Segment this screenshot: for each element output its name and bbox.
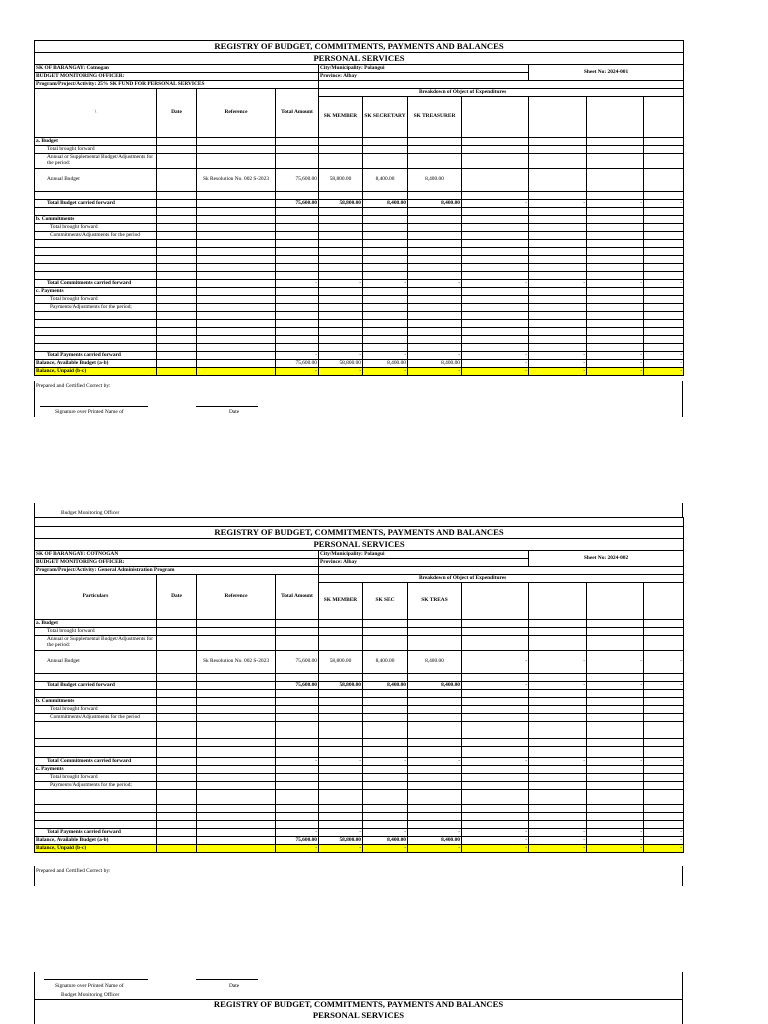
dash: - — [462, 651, 529, 674]
signature-caption: Signature over Printed Name of — [55, 983, 124, 989]
section-budget: a. Budget — [35, 620, 157, 628]
dash: - — [529, 682, 587, 690]
dash: - — [587, 352, 644, 360]
commit-adjustments: Commitments/Adjustments for the period — [35, 232, 157, 240]
dash: - — [644, 200, 684, 208]
dash: - — [529, 280, 587, 288]
dash: - — [587, 280, 644, 288]
commit-brought-forward: Total brought forward — [35, 224, 157, 232]
dash: - — [276, 758, 319, 766]
registry-subtitle: PERSONAL SERVICES — [35, 53, 684, 65]
dash: - — [408, 845, 462, 853]
section-budget: a. Budget — [35, 138, 157, 146]
col-particulars: Particulars — [35, 575, 157, 620]
annual-member: 58,800.00 — [319, 651, 363, 674]
dash: - — [587, 845, 644, 853]
dash: - — [529, 200, 587, 208]
dash: - — [462, 368, 529, 376]
city-label: City/Municipality: Polangui — [319, 65, 529, 73]
section-payments: c. Payments — [35, 766, 157, 774]
dash: - — [462, 682, 529, 690]
dash: - — [529, 758, 587, 766]
sheet-number: Sheet No: 2024-002 — [529, 551, 684, 567]
annual-treasurer: 8,400.00 — [408, 169, 462, 192]
registry-table-2 — [34, 517, 684, 853]
commit-adjustments: Commitments/Adjustments for the period — [35, 714, 157, 722]
prepared-by: Prepared and Certified Correct by: — [36, 868, 111, 874]
dash: - — [276, 829, 319, 837]
dash: - — [319, 280, 363, 288]
registry-sheet-1 — [34, 40, 683, 376]
col-sk-member: SK MEMBER — [319, 97, 363, 138]
total-commitments-cf: Total Commitments carried forward — [35, 280, 157, 288]
annual-budget: Annual Budget — [35, 651, 157, 674]
dash: - — [587, 682, 644, 690]
dash: - — [644, 352, 684, 360]
border-left — [34, 381, 35, 417]
annual-secretary: 8,400.00 — [363, 169, 408, 192]
col-date: Date — [157, 89, 197, 138]
dash: - — [462, 200, 529, 208]
dash: - — [276, 352, 319, 360]
annual-member: 58,800.00 — [319, 169, 363, 192]
city-label: City/Municipality: Polangui — [319, 551, 529, 559]
dash: - — [363, 758, 408, 766]
total-commitments-cf: Total Commitments carried forward — [35, 758, 157, 766]
registry-subtitle: PERSONAL SERVICES — [35, 539, 684, 551]
dash: - — [319, 845, 363, 853]
balance-unpaid: Balance, Unpaid (b-c) — [35, 368, 157, 376]
border-left — [34, 866, 35, 886]
section-payments: c. Payments — [35, 288, 157, 296]
dash: - — [644, 845, 684, 853]
dash: - — [529, 837, 587, 845]
total-payments-cf: Total Payments carried forward — [35, 352, 157, 360]
ba-secretary: 8,400.00 — [363, 837, 408, 845]
dash: - — [363, 368, 408, 376]
dash: - — [319, 829, 363, 837]
breakdown-header: Breakdown of Object of Expenditures — [319, 89, 684, 97]
dash: - — [529, 368, 587, 376]
col-particulars: \ — [35, 89, 157, 138]
registry-sheet-2 — [34, 517, 683, 853]
dash: - — [408, 758, 462, 766]
annual-supplemental: Annual or Supplemental Budget/Adjustments for the period: — [35, 636, 157, 651]
dash: - — [363, 352, 408, 360]
dash: - — [644, 280, 684, 288]
program-label: Program/Project/Activity: 25% SK FUND FOR PERSONAL SERVICES — [35, 81, 319, 89]
dash: - — [408, 280, 462, 288]
dash: - — [408, 352, 462, 360]
date-caption: Date — [229, 409, 240, 415]
balance-unpaid: Balance, Unpaid (b-c) — [35, 845, 157, 853]
dash: - — [529, 651, 587, 674]
tb-treasurer: 8,400.00 — [408, 200, 462, 208]
dash: - — [276, 845, 319, 853]
province-label: Province: Albay — [319, 73, 529, 81]
dash: - — [462, 280, 529, 288]
signature-caption: Signature over Printed Name of — [55, 409, 124, 415]
ba-secretary: 8,400.00 — [363, 360, 408, 368]
date-line — [196, 979, 258, 980]
dash: - — [587, 758, 644, 766]
col-sk-secretary: SK SECRETARY — [363, 97, 408, 138]
annual-budget: Annual Budget — [35, 169, 157, 192]
registry-title: REGISTRY OF BUDGET, COMMITMENTS, PAYMENTS AND BALANCES — [35, 41, 684, 53]
col-total-amount: Total Amount — [276, 89, 319, 138]
dash: - — [319, 758, 363, 766]
tb-member: 58,800.00 — [319, 200, 363, 208]
col-sk-treasurer: SK TREAS — [408, 583, 462, 620]
ba-treasurer: 8,400.00 — [408, 837, 462, 845]
dash: - — [587, 360, 644, 368]
pay-adjustments: Payments/Adjustments for the period; — [35, 304, 157, 312]
dash: - — [363, 280, 408, 288]
dash: - — [644, 651, 684, 674]
tb-total: 75,600.00 — [276, 200, 319, 208]
barangay-label: SK OF BARANGAY: COTNOGAN — [35, 551, 319, 559]
date-line — [196, 406, 258, 407]
dash: - — [529, 352, 587, 360]
sheet-number: Sheet No: 2024-001 — [529, 65, 684, 81]
registry-title: REGISTRY OF BUDGET, COMMITMENTS, PAYMENTS AND BALANCES — [35, 527, 684, 539]
dash: - — [462, 829, 529, 837]
tb-total: 75,600.00 — [276, 682, 319, 690]
registry-title: REGISTRY OF BUDGET, COMMITMENTS, PAYMENTS AND BALANCES — [213, 999, 504, 1009]
barangay-label: SK OF BARANGAY: Cotnogan — [35, 65, 319, 73]
dash: - — [587, 837, 644, 845]
total-budget-cf: Total Budget carried forward — [35, 682, 157, 690]
dash: - — [587, 829, 644, 837]
balance-available: Balance, Available Budget (a-b) — [35, 360, 157, 368]
dash: - — [276, 368, 319, 376]
ba-total: 75,600.00 — [276, 360, 319, 368]
pay-brought-forward: Total brought forward — [35, 774, 157, 782]
registry-subtitle: PERSONAL SERVICES — [312, 1010, 405, 1020]
dash: - — [462, 837, 529, 845]
ba-treasurer: 8,400.00 — [408, 360, 462, 368]
date-caption: Date — [229, 983, 240, 989]
dash: - — [644, 360, 684, 368]
bmo-caption: Budget Monitoring Officer — [61, 992, 120, 998]
dash: - — [529, 845, 587, 853]
dash: - — [462, 845, 529, 853]
dash: - — [644, 758, 684, 766]
dash: - — [529, 829, 587, 837]
border-right — [682, 866, 683, 886]
dash: - — [644, 368, 684, 376]
annual-secretary: 8,400.00 — [363, 651, 408, 674]
col-sk-member: SK MEMBER — [319, 583, 363, 620]
dash: - — [587, 368, 644, 376]
border-left — [34, 503, 35, 518]
annual-total: 75,600.00 — [276, 169, 319, 192]
ba-member: 58,800.00 — [319, 837, 363, 845]
dash: - — [408, 829, 462, 837]
ba-total: 75,600.00 — [276, 837, 319, 845]
section-commitments: b. Commitments — [35, 216, 157, 224]
pay-brought-forward: Total brought forward — [35, 296, 157, 304]
border-right — [682, 381, 683, 417]
ba-member: 58,800.00 — [319, 360, 363, 368]
dash: - — [462, 758, 529, 766]
signature-line — [44, 979, 148, 980]
dash: - — [408, 368, 462, 376]
program-label: Program/Project/Activity: General Administration Program — [35, 567, 319, 575]
dash: - — [319, 368, 363, 376]
province-label: Province: Albay — [319, 559, 529, 567]
annual-supplemental: Annual or Supplemental Budget/Adjustments for the period: — [35, 154, 157, 169]
dash: - — [462, 352, 529, 360]
total-payments-cf: Total Payments carried forward — [35, 829, 157, 837]
signature-line — [40, 406, 148, 407]
dash: - — [363, 845, 408, 853]
pay-adjustments: Payments/Adjustments for the period; — [35, 782, 157, 790]
annual-total: 75,600.00 — [276, 651, 319, 674]
border-right — [682, 503, 683, 518]
total-brought-forward: Total brought forward — [35, 628, 157, 636]
dash: - — [644, 837, 684, 845]
dash: - — [644, 682, 684, 690]
dash: - — [319, 352, 363, 360]
bmo-caption: Budget Monitoring Officer — [61, 510, 120, 516]
breakdown-header: Breakdown of Object of Expenditures — [319, 575, 684, 583]
commit-brought-forward: Total brought forward — [35, 706, 157, 714]
officer-label: BUDGET MONITORING OFFICER: — [35, 559, 319, 567]
dash: - — [276, 280, 319, 288]
dash: - — [529, 360, 587, 368]
col-reference: Reference — [197, 89, 276, 138]
col-sk-treasurer: SK TREASURER — [408, 97, 462, 138]
annual-treasurer: 8,400.00 — [408, 651, 462, 674]
total-budget-cf: Total Budget carried forward — [35, 200, 157, 208]
reference-value: Sk Resolution No. 002 S-2023 — [197, 169, 276, 192]
balance-available: Balance, Available Budget (a-b) — [35, 837, 157, 845]
officer-label: BUDGET MONITORING OFFICER: — [35, 73, 319, 81]
col-sk-secretary: SK SEC — [363, 583, 408, 620]
reference-value: Sk Resolution No. 002 S-2023 — [197, 651, 276, 674]
tb-secretary: 8,400.00 — [363, 682, 408, 690]
col-date: Date — [157, 575, 197, 620]
dash: - — [644, 829, 684, 837]
tb-secretary: 8,400.00 — [363, 200, 408, 208]
registry-table-1 — [34, 40, 684, 376]
dash: - — [462, 360, 529, 368]
tb-treasurer: 8,400.00 — [408, 682, 462, 690]
dash: - — [587, 651, 644, 674]
section-commitments: b. Commitments — [35, 698, 157, 706]
dash: - — [587, 200, 644, 208]
total-brought-forward: Total brought forward — [35, 146, 157, 154]
prepared-by: Prepared and Certified Correct by: — [36, 383, 111, 389]
col-reference: Reference — [197, 575, 276, 620]
tb-member: 58,800.00 — [319, 682, 363, 690]
dash: - — [363, 829, 408, 837]
col-total-amount: Total Amount — [276, 575, 319, 620]
